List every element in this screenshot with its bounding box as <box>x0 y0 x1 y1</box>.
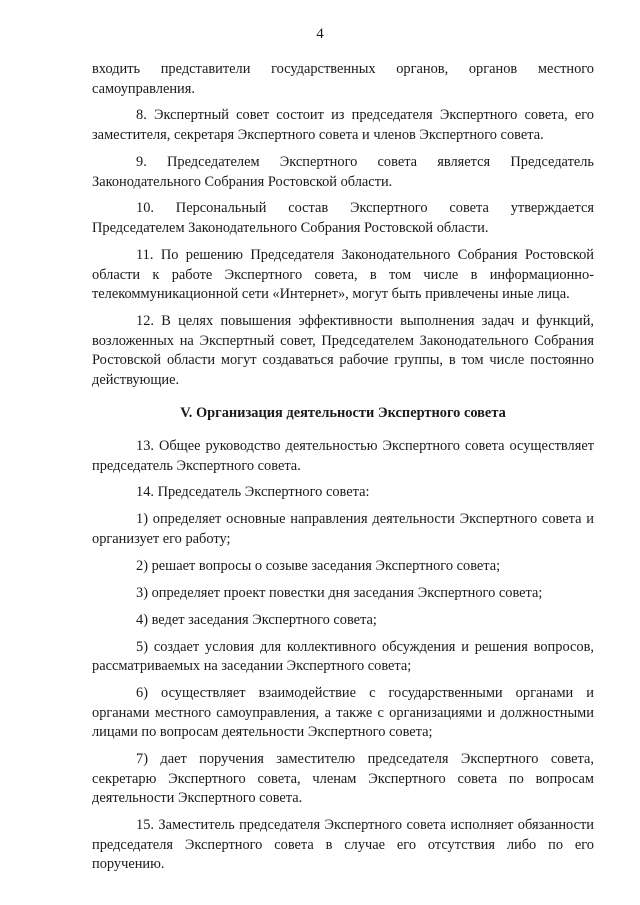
paragraph-11: 11. По решению Председателя Законодательного Собрания Ростовской области к работе Экспертного совета, в том числе в информационно-телекоммуникационной сети «Интернет», могут быть привлечены иные лица. <box>92 246 594 303</box>
paragraph-12: 12. В целях повышения эффективности выполнения задач и функций, возложенных на Экспертный совет, Председателем Законодательного Собрания Ростовской области могут создаваться рабочие группы, в том числе постоянно действующие. <box>92 313 594 388</box>
page-number: 4 <box>316 26 324 42</box>
section-heading: V. Организация деятельности Экспертного совета <box>180 405 506 422</box>
paragraph-9: 9. Председателем Экспертного совета является Председатель Законодательного Собрания Ростовской области. <box>92 153 594 190</box>
list-item-5: 5) создает условия для коллективного обсуждения и решения вопросов, рассматриваемых на заседании Экспертного совета; <box>92 638 594 675</box>
document-body <box>92 60 594 882</box>
continued-paragraph: входить представители государственных органов, органов местного самоуправления. <box>92 61 594 97</box>
list-item-7: 7) дает поручения заместителю председателя Экспертного совета, секретарю Экспертного совета, членам Экспертного совета по вопросам деятельности Экспертного совета. <box>92 751 594 807</box>
list-item-3: 3) определяет проект повестки дня заседания Экспертного совета; <box>136 584 543 601</box>
paragraph-13: 13. Общее руководство деятельностью Экспертного совета осуществляет председатель Экспертного совета. <box>92 437 594 474</box>
paragraph-10: 10. Персональный состав Экспертного совета утверждается Председателем Законодательного Собрания Ростовской области. <box>92 200 594 237</box>
paragraph-14: 14. Председатель Экспертного совета: <box>136 484 370 501</box>
list-item-2: 2) решает вопросы о созыве заседания Экспертного совета; <box>136 557 501 574</box>
paragraph-8: 8. Экспертный совет состоит из председателя Экспертного совета, его заместителя, секретаря Экспертного совета и членов Экспертного совета. <box>92 107 594 144</box>
paragraph-15: 15. Заместитель председателя Экспертного совета исполняет обязанности председателя Экспертного совета в случае его отсутствия либо по его поручению. <box>92 817 594 873</box>
list-item-4: 4) ведет заседания Экспертного совета; <box>136 611 377 628</box>
list-item-1: 1) определяет основные направления деятельности Экспертного совета и организует его работу; <box>92 511 594 547</box>
list-item-6: 6) осуществляет взаимодействие с государственными органами и органами местного самоуправления, а также с организациями и должностными лицами по вопросам деятельности Экспертного совета; <box>92 685 594 741</box>
